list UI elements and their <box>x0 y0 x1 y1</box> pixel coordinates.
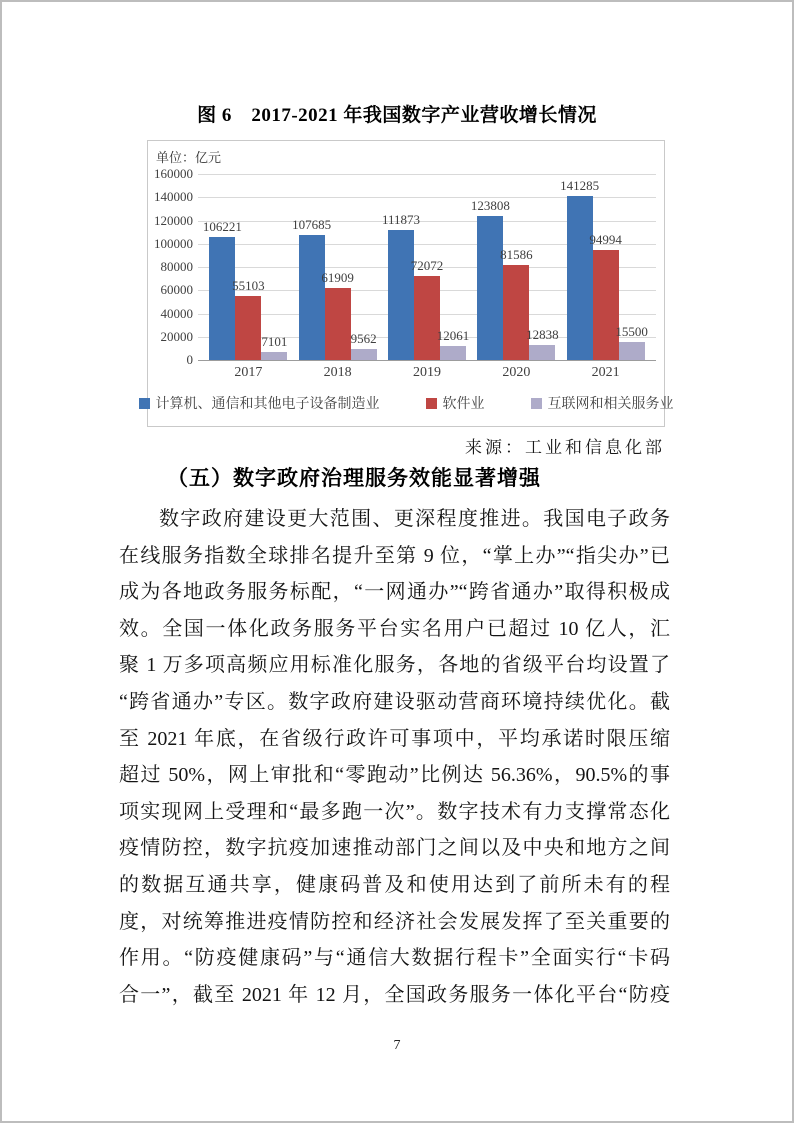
legend-color-swatch <box>531 398 542 409</box>
body-text-line: 至 2021 年底，在省级行政许可事项中，平均承诺时限压缩 <box>119 727 670 750</box>
body-text-line: 聚 1 万多项高频应用标准化服务，各地的省级平台均设置了 <box>119 654 670 677</box>
x-axis-category-label: 2017 <box>234 365 263 380</box>
bar-series-3 <box>261 333 288 360</box>
bar-group <box>470 198 559 360</box>
bar-series-2 <box>232 277 265 360</box>
bar-series-1 <box>202 218 242 360</box>
bar-value-label: 72072 <box>410 258 444 274</box>
y-axis-tick-label: 140000 <box>154 189 193 205</box>
body-text-line: 疫情防控，数字抗疫加速推动部门之间以及中央和地方之间 <box>119 837 670 860</box>
bar-group <box>292 216 377 360</box>
bar-value-label: 12061 <box>436 327 470 343</box>
page-number: 7 <box>393 1038 401 1053</box>
y-axis-tick-label: 60000 <box>160 282 193 298</box>
chart-body <box>148 166 664 367</box>
bar-series-2 <box>500 247 533 360</box>
body-text-line: 度，对统筹推进疫情防控和经济社会发展发挥了至关重要的 <box>119 910 670 933</box>
y-axis-tick-label: 20000 <box>160 328 193 344</box>
bar-value-label: 61909 <box>321 270 354 286</box>
bar-value-label: 94994 <box>589 231 622 247</box>
bar-series-3 <box>436 327 470 360</box>
bar-value-label: 123808 <box>470 198 510 214</box>
bar-series-2 <box>410 258 444 360</box>
body-text-line: 效。全国一体化政务服务平台实名用户已超过 10 亿人，汇 <box>119 617 670 640</box>
y-axis-tick-label: 80000 <box>160 259 193 274</box>
legend-item <box>426 393 485 413</box>
body-text-line: “跨省通办”专区。数字政府建设驱动营商环境持续优化。截 <box>119 690 670 713</box>
chart-legend <box>148 393 674 413</box>
bar-value-label: 7101 <box>261 333 288 349</box>
bar-series-1 <box>381 211 421 360</box>
body-text-line: 项实现网上受理和“最多跑一次”。数字技术有力支撑常态化 <box>119 800 670 823</box>
x-axis-labels <box>148 365 664 381</box>
bar-value-label: 55103 <box>232 277 265 293</box>
bar-group <box>381 211 470 360</box>
legend-label: 软件业 <box>442 397 485 412</box>
bar-series-2 <box>321 270 354 360</box>
x-axis-category-label: 2019 <box>412 365 441 380</box>
bar-value-label: 141285 <box>560 177 600 193</box>
bar-group <box>560 177 648 360</box>
chart-unit-label: 单位：亿元 <box>156 150 222 165</box>
legend-item <box>531 393 674 413</box>
y-axis-labels <box>152 166 198 367</box>
gridline <box>198 174 656 175</box>
bar-value-label: 12838 <box>526 327 559 343</box>
x-axis-category-label: 2018 <box>323 365 352 380</box>
bar-value-label: 15500 <box>615 323 648 339</box>
y-axis-tick-label: 120000 <box>154 212 193 228</box>
y-axis-tick-label: 0 <box>186 352 193 367</box>
legend-color-swatch <box>139 398 150 409</box>
body-text-line: 成为各地政务服务标配，“一网通办”“跨省通办”取得积极成 <box>119 581 670 604</box>
bar-value-label: 111873 <box>381 211 421 227</box>
bar-series-3 <box>350 330 377 360</box>
bar-value-label: 81586 <box>500 247 533 263</box>
body-text-line: 在线服务指数全球排名提升至第 9 位，“掌上办”“指尖办”已 <box>119 544 670 567</box>
legend-item <box>139 393 380 413</box>
legend-label: 计算机、通信和其他电子设备制造业 <box>155 397 380 412</box>
y-axis-tick-label: 100000 <box>154 235 193 251</box>
bar-value-label: 9562 <box>350 330 377 346</box>
bar-series-1 <box>560 177 600 360</box>
body-text-line: 超过 50%，网上审批和“零跑动”比例达 56.36%，90.5%的事 <box>119 764 670 787</box>
legend-label: 互联网和相关服务业 <box>547 397 674 412</box>
bar-series-1 <box>292 216 332 360</box>
bar-group <box>202 218 288 360</box>
x-axis-category-label: 2020 <box>502 365 531 380</box>
plot-area <box>198 174 656 361</box>
bar-chart <box>147 140 674 427</box>
bar-series-1 <box>470 198 510 360</box>
bar-value-label: 106221 <box>202 218 242 234</box>
y-axis-tick-label: 160000 <box>154 166 193 181</box>
y-axis-tick-label: 40000 <box>160 305 193 321</box>
body-text-line: 的数据互通共享，健康码普及和使用达到了前所未有的程 <box>119 873 670 896</box>
bar-series-2 <box>589 231 622 360</box>
body-paragraph <box>119 501 670 1013</box>
body-text-line: 合一”，截至 2021 年 12 月，全国政务服务一体化平台“防疫 <box>119 983 670 1006</box>
figure-source: 来源：工业和信息化部 <box>465 438 665 457</box>
body-text-line: 作用。“防疫健康码”与“通信大数据行程卡”全面实行“卡码 <box>119 947 670 970</box>
section-heading: （五）数字政府治理服务效能显著增强 <box>167 466 541 490</box>
bar-series-3 <box>615 323 648 360</box>
figure-caption: 图 6 2017-2021 年我国数字产业营收增长情况 <box>197 105 597 126</box>
bar-value-label: 107685 <box>292 216 332 232</box>
legend-color-swatch <box>426 398 437 409</box>
x-axis-category-label: 2021 <box>591 365 620 380</box>
bar-series-3 <box>526 327 559 360</box>
body-text-line: 数字政府建设更大范围、更深程度推进。我国电子政务 <box>159 508 670 530</box>
